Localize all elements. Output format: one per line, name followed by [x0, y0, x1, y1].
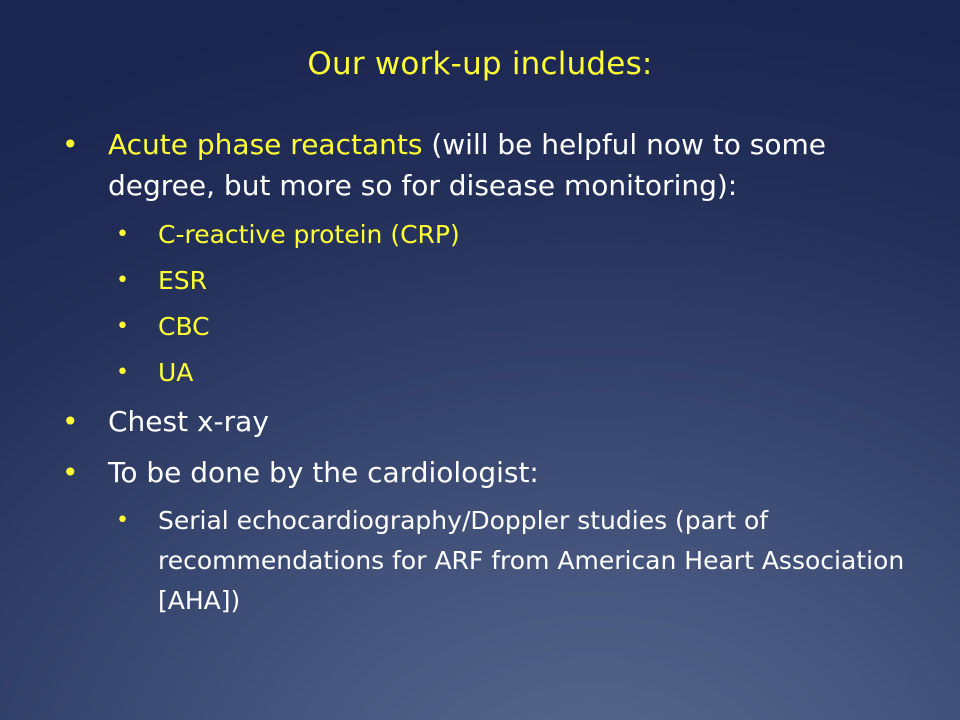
- slide-body: [56, 124, 916, 626]
- bullet-item-acute-phase-reactants: [56, 124, 916, 393]
- bullet-text: Chest x-ray: [108, 405, 269, 438]
- sub-bullet-item-esr: [108, 260, 916, 301]
- bullet-highlight: Acute phase reactants: [108, 128, 423, 161]
- bullet-text: (will be helpful now to some degree, but more so for disease monitoring):: [108, 128, 827, 202]
- sub-bullet-list: [108, 501, 916, 621]
- sub-bullet-item-crp: [108, 214, 916, 255]
- sub-bullet-item-ua: [108, 352, 916, 393]
- sub-bullet-text: Serial echocardiography/Doppler studies (part of recommendations for ARF from American Heart Association [AHA]): [158, 506, 905, 615]
- bullet-icon: •: [116, 222, 129, 247]
- sub-bullet-item-echocardiography: [108, 501, 916, 621]
- bullet-list: [56, 124, 916, 621]
- sub-bullet-text: C-reactive protein (CRP): [158, 220, 460, 249]
- sub-bullet-text: UA: [158, 358, 194, 387]
- bullet-icon: •: [116, 314, 129, 339]
- sub-bullet-list: [108, 214, 916, 393]
- bullet-text: To be done by the cardiologist:: [108, 456, 539, 489]
- sub-bullet-text: ESR: [158, 266, 208, 295]
- bullet-icon: •: [62, 128, 79, 161]
- bullet-item-cardiologist: [56, 452, 916, 621]
- bullet-icon: •: [62, 405, 79, 438]
- bullet-icon: •: [116, 360, 129, 385]
- bullet-item-chest-x-ray: [56, 401, 916, 442]
- sub-bullet-item-cbc: [108, 306, 916, 347]
- bullet-icon: •: [62, 456, 79, 489]
- bullet-icon: •: [116, 508, 129, 533]
- sub-bullet-text: CBC: [158, 312, 210, 341]
- slide-title: Our work-up includes:: [307, 46, 653, 82]
- bullet-icon: •: [116, 268, 129, 293]
